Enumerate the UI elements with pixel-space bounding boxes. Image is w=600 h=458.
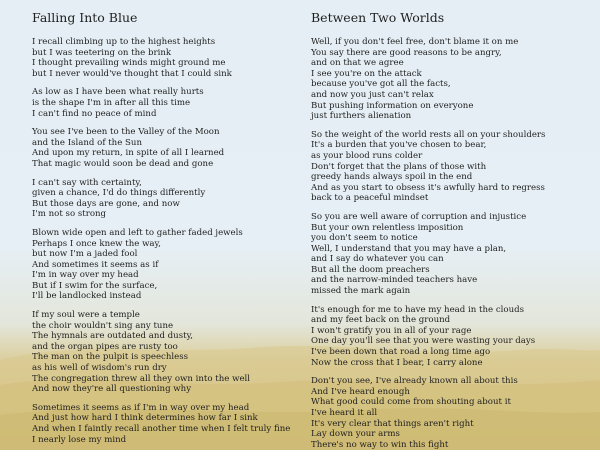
poem-line: I recall climbing up to the highest heights xyxy=(32,37,216,47)
poem-line: the choir wouldn't sing any tune xyxy=(32,320,174,331)
stanza xyxy=(311,130,596,204)
poem-title: Falling Into Blue xyxy=(32,10,138,25)
stanza xyxy=(311,305,596,369)
poem-line: And when I faintly recall another time when I felt truly fine xyxy=(32,424,291,434)
poem-line: But pushing information on everyone xyxy=(311,100,474,111)
poem-line: If my soul were a temple xyxy=(32,310,140,321)
stanza xyxy=(32,228,307,302)
poem-line: The man on the pulpit is speechless xyxy=(32,352,189,363)
poem-line: I see you're on the attack xyxy=(311,68,422,79)
poem-line: is the shape I'm in after all this time xyxy=(32,97,191,108)
poem-line: But your own relentless imposition xyxy=(311,222,464,233)
poem-line: as your blood runs colder xyxy=(311,150,423,161)
poem-line: And upon my return, in spite of all I learned xyxy=(32,148,225,159)
poem-line: and the narrow-minded teachers have xyxy=(311,275,478,286)
stanza xyxy=(32,178,307,220)
poem-line: Now the cross that I bear, I carry alone xyxy=(311,357,483,368)
stanza xyxy=(32,127,307,169)
poem-line: But all the doom preachers xyxy=(311,264,430,275)
poem-line: So the weight of the world rests all on your shoulders xyxy=(311,129,546,140)
poem-line: As low as I have been what really hurts xyxy=(32,87,204,98)
poem-line: and now you just can't relax xyxy=(311,89,434,100)
poem-line: And I've heard enough xyxy=(311,386,410,397)
poem-line: It's very clear that things aren't right xyxy=(311,418,474,429)
poem-line: greedy hands always spoil in the end xyxy=(311,172,473,183)
poem-line: but I was teetering on the brink xyxy=(32,47,172,58)
poem-line: Well, if you don't feel free, don't blame it on me xyxy=(311,37,519,47)
poem-body xyxy=(32,37,307,445)
poem-line: missed the mark again xyxy=(311,286,411,297)
poem-line: Well, I understand that you may have a plan, xyxy=(311,243,507,254)
stanza xyxy=(32,37,307,79)
poem-line: and I say do whatever you can xyxy=(311,254,444,265)
stanza xyxy=(32,87,307,119)
poem-line: Don't forget that the plans of those with xyxy=(311,161,487,172)
poem-line: given a chance, I'd do things differently xyxy=(32,188,206,199)
poem-line: back to a peaceful mindset xyxy=(311,193,429,204)
poem-between-two-worlds xyxy=(311,10,596,458)
poem-line: just furthers alienation xyxy=(311,111,412,122)
poem-line: I can't say with certainty, xyxy=(32,177,142,188)
poem-line: Perhaps I once knew the way, xyxy=(32,238,162,249)
poem-line: I've been down that road a long time ago xyxy=(311,347,491,358)
poem-line: So you are well aware of corruption and injustice xyxy=(311,211,527,222)
poem-body xyxy=(311,37,596,450)
poem-line: I'm in way over my head xyxy=(32,270,139,281)
poem-line: What good could come from shouting about it xyxy=(311,397,511,408)
poem-line: Blown wide open and left to gather faded jewels xyxy=(32,227,243,238)
poem-line: It's enough for me to have my head in the clouds xyxy=(311,304,525,315)
poem-line: But if I swim for the surface, xyxy=(32,280,158,291)
stanza xyxy=(311,376,596,450)
poem-line: and the Island of the Sun xyxy=(32,137,142,148)
stanza xyxy=(311,212,596,297)
poem-line: I thought prevailing winds might ground me xyxy=(32,58,226,69)
poem-line: You see I've been to the Valley of the Moon xyxy=(32,127,220,138)
poem-line: It's a burden that you've chosen to bear, xyxy=(311,140,487,151)
stanza xyxy=(32,403,307,445)
poem-line: but now I'm a jaded fool xyxy=(32,249,138,260)
poem-line: You say there are good reasons to be angry, xyxy=(311,47,502,58)
poem-line: The hymnals are outdated and dusty, xyxy=(32,331,194,342)
poem-line: as his well of wisdom's run dry xyxy=(32,363,167,374)
poem-line: The congregation threw all they own into the well xyxy=(32,373,251,384)
poem-line: you don't seem to notice xyxy=(311,233,418,244)
poem-line: But those days are gone, and now xyxy=(32,198,180,209)
poem-line: I'll be landlocked instead xyxy=(32,291,142,302)
poem-line: and my feet back on the ground xyxy=(311,315,451,326)
poem-line: Sometimes it seems as if I'm in way over my head xyxy=(32,402,250,413)
poem-line: but I never would've thought that I could sink xyxy=(32,68,232,79)
poem-line: I'm not so strong xyxy=(32,209,107,220)
poem-line: and the organ pipes are rusty too xyxy=(32,341,178,352)
poem-line: Lay down your arms xyxy=(311,429,400,440)
poem-line: And sometimes it seems as if xyxy=(32,259,159,270)
poem-title: Between Two Worlds xyxy=(311,10,445,25)
stanza xyxy=(32,310,307,395)
poem-line: And just how hard I think determines how far I sink xyxy=(32,413,258,424)
poem-line: I won't gratify you in all of your rage xyxy=(311,325,472,336)
poem-falling-into-blue xyxy=(32,10,307,453)
poem-line: I nearly lose my mind xyxy=(32,434,127,445)
poem-line: And now they're all questioning why xyxy=(32,384,192,395)
poem-line: That magic would soon be dead and gone xyxy=(32,158,214,169)
poem-line: because you've got all the facts, xyxy=(311,79,451,90)
poem-line: I've heard it all xyxy=(311,408,378,418)
poem-line: There's no way to win this fight xyxy=(311,439,449,450)
poem-line: I can't find no peace of mind xyxy=(32,108,157,119)
poem-line: One day you'll see that you were wasting your days xyxy=(311,336,536,347)
poem-line: and on that we agree xyxy=(311,58,404,69)
stanza xyxy=(311,37,596,122)
poem-line: And as you start to obsess it's awfully hard to regress xyxy=(311,182,545,193)
poem-line: Don't you see, I've already known all about this xyxy=(311,376,518,387)
